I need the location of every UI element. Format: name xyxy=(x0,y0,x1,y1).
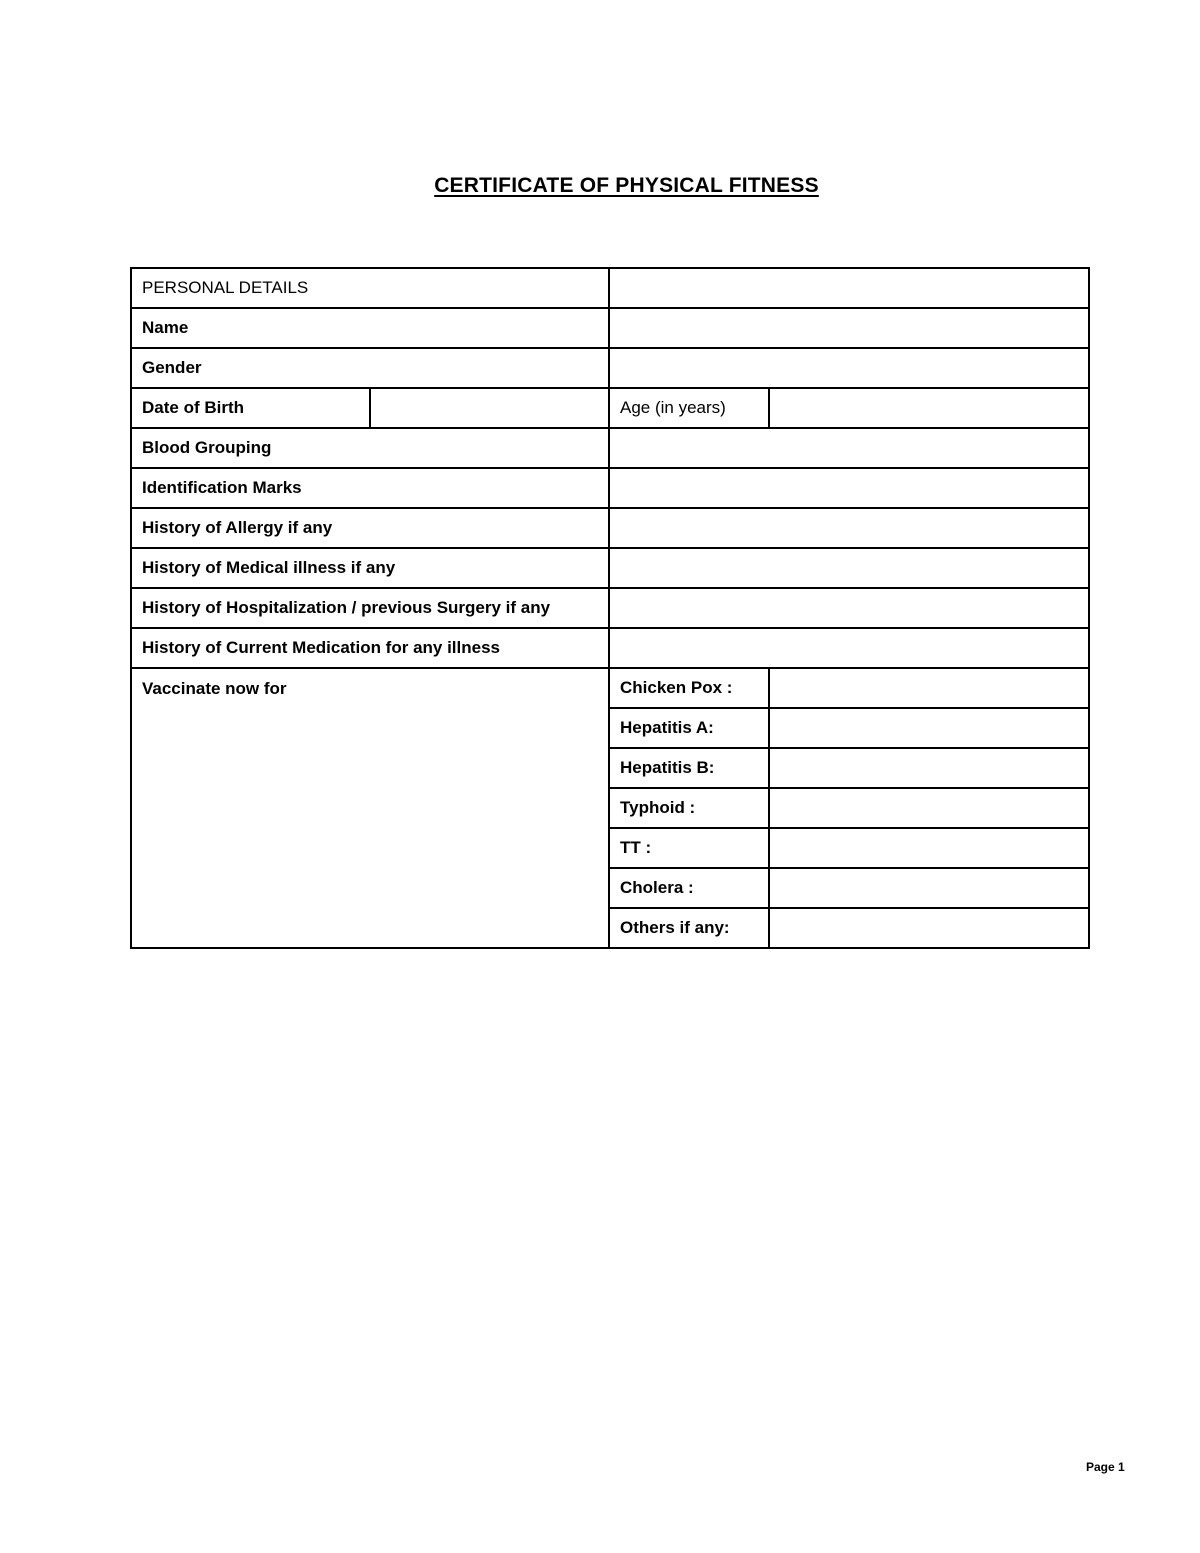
section-header-field[interactable] xyxy=(609,268,1089,308)
hospitalization-field[interactable] xyxy=(609,588,1089,628)
vaccine-chicken-pox-label: Chicken Pox : xyxy=(609,668,769,708)
table-row xyxy=(131,668,1089,708)
fitness-form-table xyxy=(130,267,1090,949)
section-header: PERSONAL DETAILS xyxy=(131,268,609,308)
current-medication-label: History of Current Medication for any illness xyxy=(131,628,609,668)
medical-illness-field[interactable] xyxy=(609,548,1089,588)
table-row xyxy=(131,308,1089,348)
vaccine-cholera-label: Cholera : xyxy=(609,868,769,908)
vaccinate-label: Vaccinate now for xyxy=(131,668,609,948)
name-label: Name xyxy=(131,308,609,348)
allergy-history-label: History of Allergy if any xyxy=(131,508,609,548)
page-number: Page 1 xyxy=(1086,1460,1125,1474)
vaccine-typhoid-field[interactable] xyxy=(769,788,1089,828)
table-row xyxy=(131,628,1089,668)
age-label: Age (in years) xyxy=(609,388,769,428)
gender-label: Gender xyxy=(131,348,609,388)
current-medication-field[interactable] xyxy=(609,628,1089,668)
medical-illness-label: History of Medical illness if any xyxy=(131,548,609,588)
table-row xyxy=(131,468,1089,508)
vaccine-tt-label: TT : xyxy=(609,828,769,868)
vaccine-others-label: Others if any: xyxy=(609,908,769,948)
name-field[interactable] xyxy=(609,308,1089,348)
table-row xyxy=(131,508,1089,548)
blood-group-label: Blood Grouping xyxy=(131,428,609,468)
vaccine-hepatitis-b-label: Hepatitis B: xyxy=(609,748,769,788)
identification-marks-field[interactable] xyxy=(609,468,1089,508)
vaccine-cholera-field[interactable] xyxy=(769,868,1089,908)
vaccine-others-field[interactable] xyxy=(769,908,1089,948)
table-row xyxy=(131,388,1089,428)
dob-label: Date of Birth xyxy=(131,388,370,428)
vaccine-hepatitis-a-label: Hepatitis A: xyxy=(609,708,769,748)
age-field[interactable] xyxy=(769,388,1089,428)
table-row xyxy=(131,428,1089,468)
table-row xyxy=(131,548,1089,588)
hospitalization-label: History of Hospitalization / previous Surgery if any xyxy=(131,588,609,628)
vaccine-hepatitis-b-field[interactable] xyxy=(769,748,1089,788)
allergy-history-field[interactable] xyxy=(609,508,1089,548)
vaccine-typhoid-label: Typhoid : xyxy=(609,788,769,828)
identification-marks-label: Identification Marks xyxy=(131,468,609,508)
table-row xyxy=(131,268,1089,308)
table-row xyxy=(131,348,1089,388)
table-row xyxy=(131,588,1089,628)
vaccine-chicken-pox-field[interactable] xyxy=(769,668,1089,708)
vaccine-tt-field[interactable] xyxy=(769,828,1089,868)
dob-field[interactable] xyxy=(370,388,609,428)
gender-field[interactable] xyxy=(609,348,1089,388)
page-title: CERTIFICATE OF PHYSICAL FITNESS xyxy=(434,174,819,197)
blood-group-field[interactable] xyxy=(609,428,1089,468)
vaccine-hepatitis-a-field[interactable] xyxy=(769,708,1089,748)
